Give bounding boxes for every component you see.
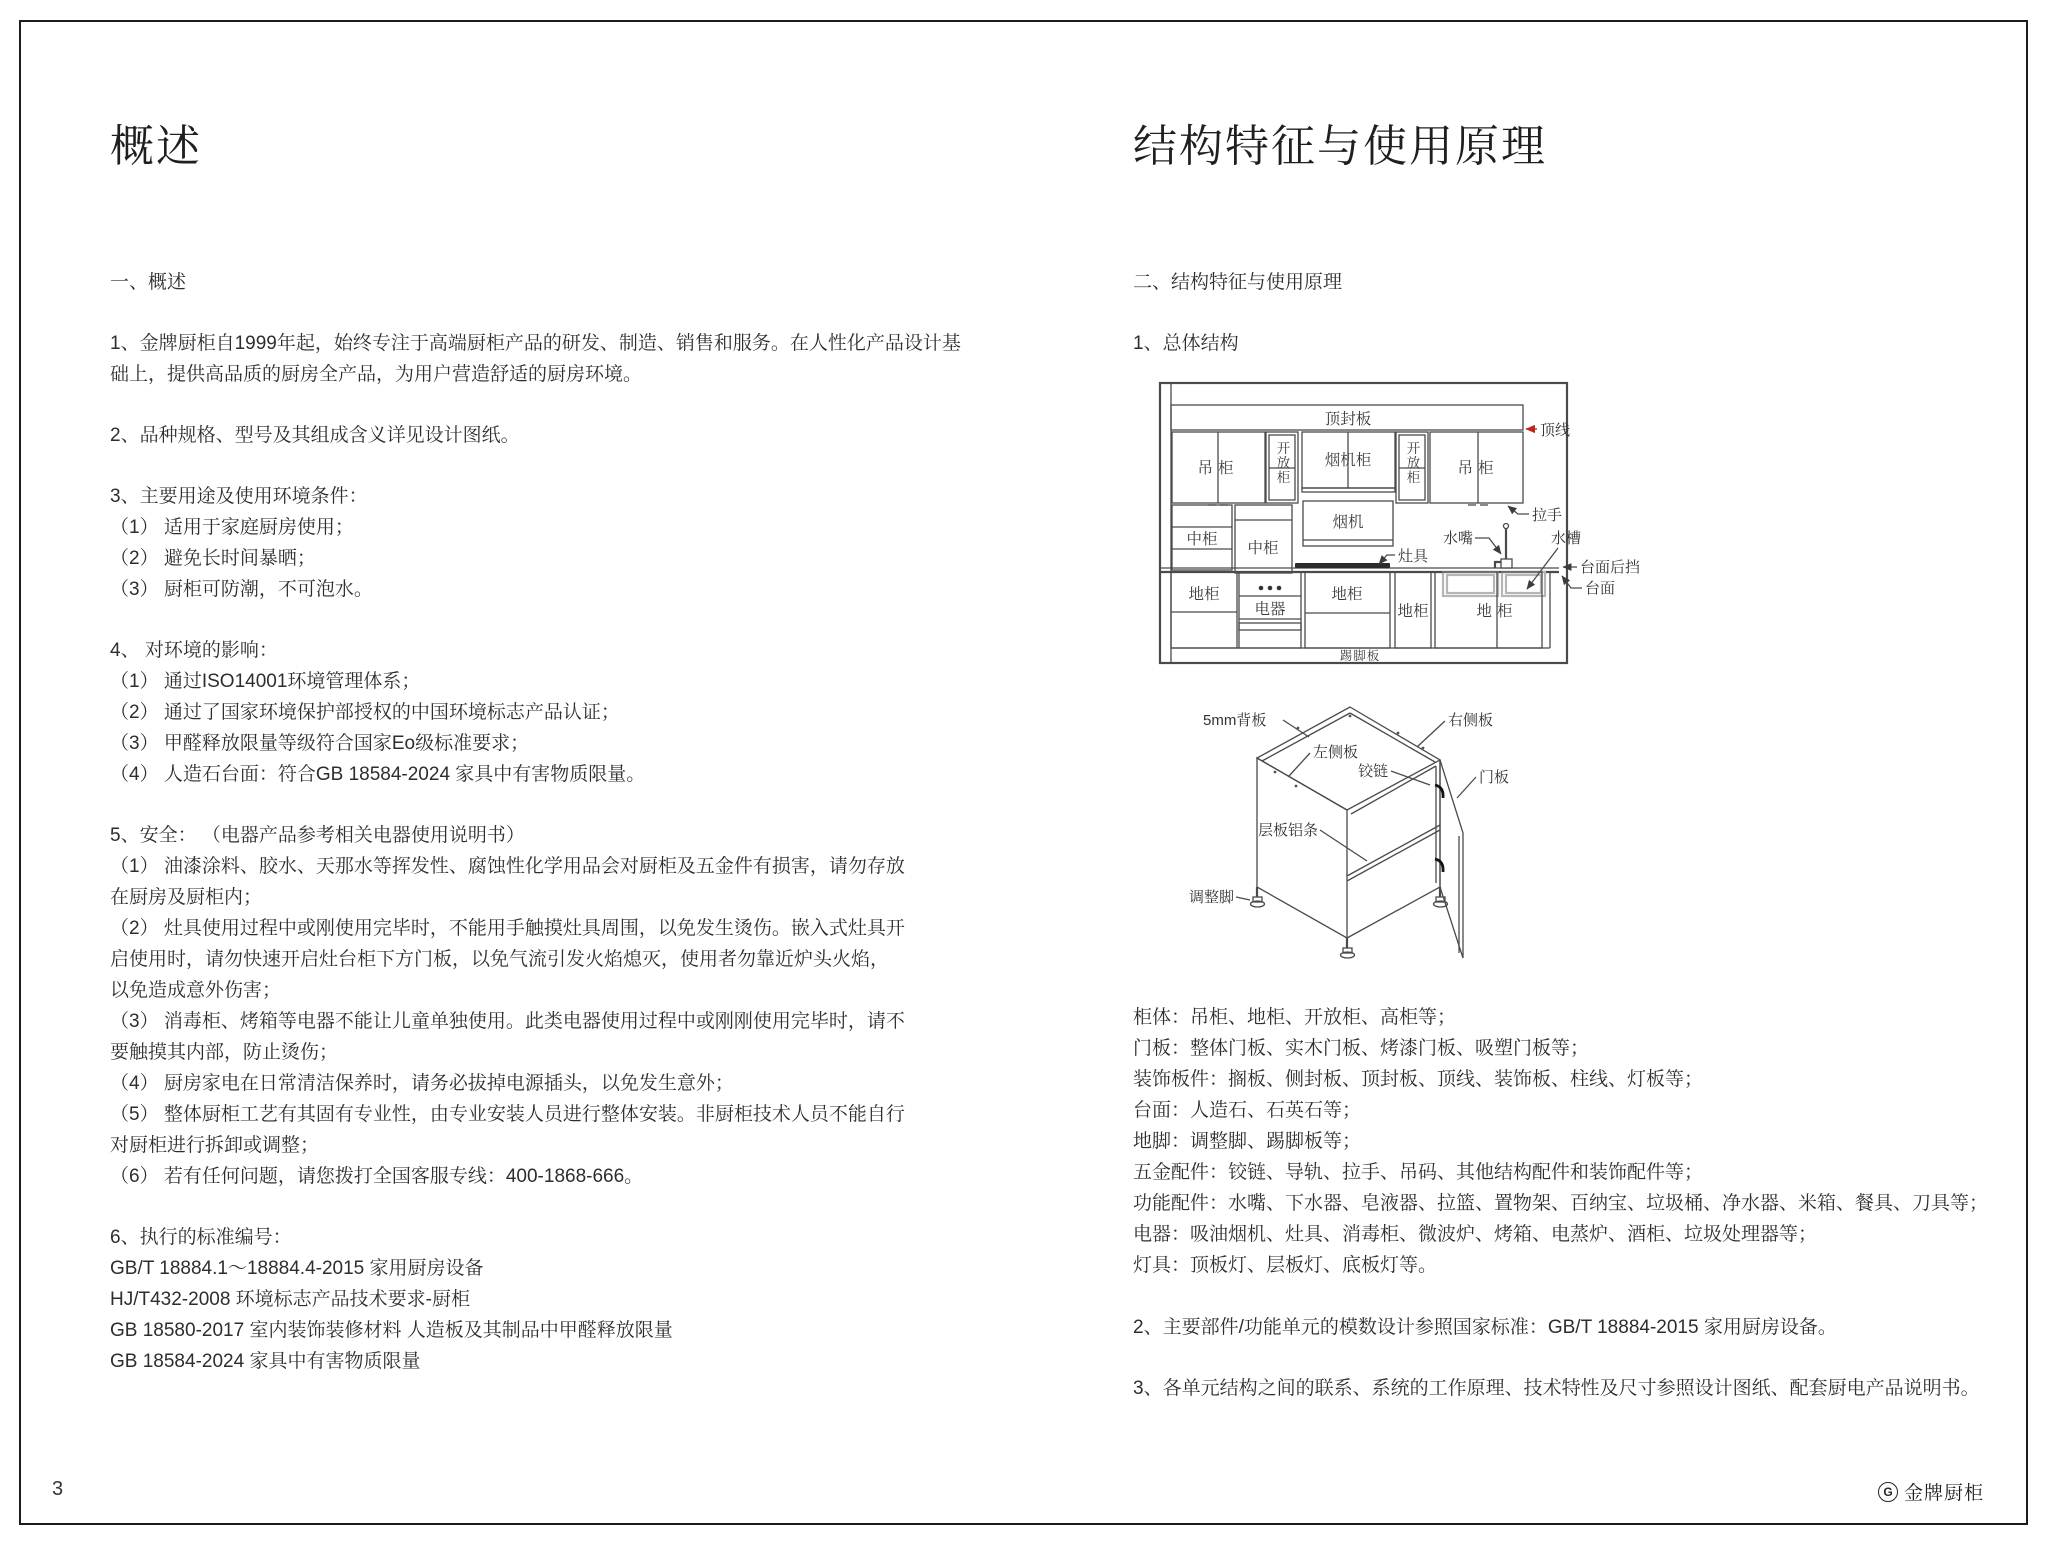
text-line: 地脚：调整脚、踢脚板等；: [1133, 1131, 1362, 1152]
text-line: 2、主要部件/功能单元的模数设计参照国家标准：GB/T 18884-2015 家用厨房设备。: [1133, 1317, 1837, 1338]
text-line: 台面：人造石、石英石等；: [1133, 1100, 1362, 1121]
text-line: （4） 厨房家电在日常清洁保养时，请务必拔掉电源插头，以免发生意外；: [110, 1073, 734, 1094]
text-line: 2、品种规格、型号及其组成含义详见设计图纸。: [110, 425, 520, 446]
text-line: （2） 避免长时间暴晒；: [110, 548, 316, 569]
text-line: （1） 油漆涂料、胶水、天那水等挥发性、腐蚀性化学用品会对厨柜及五金件有损害，请勿存放: [110, 856, 905, 877]
text-line: 4、 对环境的影响：: [110, 640, 278, 661]
paragraph-specs: [110, 420, 1040, 451]
label-door-panel: 门板: [1479, 769, 1510, 786]
label-backsplash: 台面后挡: [1580, 559, 1641, 576]
label-kickboard: 踢脚板: [1339, 649, 1381, 663]
right-column: [1133, 122, 2013, 359]
label-shelf-strip: 层板铝条: [1258, 822, 1319, 839]
right-column-bottom: [1133, 1002, 2033, 1404]
text-line: 要触摸其内部，防止烫伤；: [110, 1042, 339, 1063]
paragraph-module-standard: [1133, 1312, 2033, 1343]
paragraph-safety: [110, 820, 1040, 1192]
label-back-panel: 5mm背板: [1203, 712, 1267, 729]
page-title-overview: 概述: [110, 122, 202, 171]
text-line: （3） 消毒柜、烤箱等电器不能让儿童单独使用。此类电器使用过程中或刚刚使用完毕时，请不: [110, 1011, 905, 1032]
label-wall-cabinet-left: 吊柜: [1197, 460, 1239, 477]
text-line: 柜体：吊柜、地柜、开放柜、高柜等；: [1133, 1007, 1457, 1028]
text-line: GB 18584-2024 家具中有害物质限量: [110, 1351, 421, 1372]
faucet-shape: [1495, 524, 1512, 569]
text-line: 装饰板件：搁板、侧封板、顶封板、顶线、装饰板、柱线、灯板等；: [1133, 1069, 1704, 1090]
paragraph-usage-conditions: [110, 481, 1040, 605]
label-hinge: 铰链: [1358, 763, 1389, 780]
paragraph-company: [110, 328, 1040, 390]
text-line: 二、结构特征与使用原理: [1133, 272, 1343, 293]
paragraph-overall-structure: [1133, 328, 2013, 359]
text-line: 5、安全： （电器产品参考相关电器使用说明书）: [110, 825, 525, 846]
brand-logo: [1878, 1478, 1984, 1505]
section-overview-heading: [110, 267, 1040, 298]
text-line: 一、概述: [110, 272, 187, 293]
label-open-cabinet-left: 开放柜: [1274, 441, 1290, 485]
paragraph-unit-relations: [1133, 1373, 2033, 1404]
label-countertop: 台面: [1585, 580, 1616, 597]
text-line: 门板：整体门板、实木门板、烤漆门板、吸塑门板等；: [1133, 1038, 1590, 1059]
label-wall-cabinet-right: 吊柜: [1457, 460, 1499, 477]
brand-g-icon: G: [1878, 1482, 1898, 1502]
label-mid-cabinet-2: 中柜: [1247, 540, 1279, 557]
text-line: 础上，提供高品质的厨房全产品，为用户营造舒适的厨房环境。: [110, 364, 643, 385]
label-sink: 水槽: [1551, 530, 1582, 547]
text-line: 3、主要用途及使用环境条件：: [110, 486, 368, 507]
label-left-side-panel: 左侧板: [1313, 744, 1359, 761]
brand-name: 金牌厨柜: [1903, 1483, 1984, 1504]
text-line: （3） 甲醛释放限量等级符合国家Eo级标准要求；: [110, 733, 530, 754]
left-column: [110, 122, 1040, 1377]
base-cabinet-3d-diagram: [1146, 692, 1546, 992]
label-right-side-panel: 右侧板: [1448, 712, 1494, 729]
label-top-seal-board: 顶封板: [1324, 411, 1372, 428]
foot-shape-front: [1341, 938, 1355, 958]
label-faucet: 水嘴: [1443, 530, 1474, 547]
text-line: 6、执行的标准编号：: [110, 1227, 292, 1248]
kitchen-elevation-diagram: [1158, 381, 1658, 669]
text-line: HJ/T432-2008 环境标志产品技术要求-厨柜: [110, 1289, 471, 1310]
text-line: （1） 通过ISO14001环境管理体系；: [110, 671, 421, 692]
text-line: 功能配件：水嘴、下水器、皂液器、拉篮、置物架、百纳宝、垃圾桶、净水器、米箱、餐具、刀具等；: [1133, 1193, 1989, 1214]
section-structure-heading: [1133, 267, 2013, 298]
text-line: 电器：吸油烟机、灶具、消毒柜、微波炉、烤箱、电蒸炉、酒柜、垃圾处理器等；: [1133, 1224, 1818, 1245]
text-line: 灯具：顶板灯、层板灯、底板灯等。: [1133, 1255, 1438, 1276]
label-base-cabinet-2: 地柜: [1331, 586, 1363, 603]
text-line: （1） 适用于家庭厨房使用；: [110, 517, 354, 538]
label-base-cabinet-3: 地柜: [1397, 603, 1429, 620]
text-line: 启使用时，请勿快速开启灶台柜下方门板，以免气流引发火焰熄灭，使用者勿靠近炉头火焰，: [110, 949, 890, 970]
text-line: 五金配件：铰链、导轨、拉手、吊码、其他结构配件和装饰配件等；: [1133, 1162, 1704, 1183]
paragraph-standards: [110, 1222, 1040, 1377]
text-line: （6） 若有任何问题，请您拨打全国客服专线：400-1868-666。: [110, 1166, 644, 1187]
page-title-structure: 结构特征与使用原理: [1133, 122, 1547, 171]
text-line: （5） 整体厨柜工艺有其固有专业性，由专业安装人员进行整体安装。非厨柜技术人员不能自行: [110, 1104, 905, 1125]
page-number: 3: [52, 1478, 64, 1500]
text-line: 1、总体结构: [1133, 333, 1239, 354]
text-line: 对厨柜进行拆卸或调整；: [110, 1135, 320, 1156]
label-hood: 烟机: [1332, 514, 1364, 531]
label-cooktop: 灶具: [1398, 548, 1429, 565]
label-mid-cabinet-1: 中柜: [1186, 531, 1218, 548]
paragraph-components-list: [1133, 1002, 2033, 1281]
text-line: GB/T 18884.1～18884.4-2015 家用厨房设备: [110, 1258, 484, 1279]
text-line: 3、各单元结构之间的联系、系统的工作原理、技术特性及尺寸参照设计图纸、配套厨电产品说明书。: [1133, 1378, 1980, 1399]
label-adjustable-foot: 调整脚: [1189, 889, 1235, 906]
label-appliance: 电器: [1254, 601, 1286, 618]
text-line: （4） 人造石台面：符合GB 18584-2024 家具中有害物质限量。: [110, 764, 646, 785]
text-line: 在厨房及厨柜内；: [110, 887, 263, 908]
label-base-cabinet-4: 地柜: [1476, 603, 1518, 620]
text-line: （2） 灶具使用过程中或刚使用完毕时，不能用手触摸灶具周围，以免发生烫伤。嵌入式灶具开: [110, 918, 905, 939]
cooktop-shape: [1295, 563, 1390, 568]
text-line: 以免造成意外伤害；: [110, 980, 282, 1001]
label-handle: 拉手: [1532, 507, 1563, 524]
paragraph-environment: [110, 635, 1040, 790]
text-line: GB 18580-2017 室内装饰装修材料 人造板及其制品中甲醛释放限量: [110, 1320, 673, 1341]
label-open-cabinet-right: 开放柜: [1404, 441, 1420, 485]
label-crown-line: 顶线: [1540, 422, 1571, 439]
label-base-cabinet-1: 地柜: [1188, 586, 1220, 603]
sink-shape: [1443, 572, 1545, 596]
label-hood-cabinet: 烟机柜: [1324, 452, 1372, 469]
text-line: （3） 厨柜可防潮，不可泡水。: [110, 579, 373, 600]
text-line: （2） 通过了国家环境保护部授权的中国环境标志产品认证；: [110, 702, 620, 723]
text-line: 1、金牌厨柜自1999年起，始终专注于高端厨柜产品的研发、制造、销售和服务。在人性化产品设计基: [110, 333, 961, 354]
